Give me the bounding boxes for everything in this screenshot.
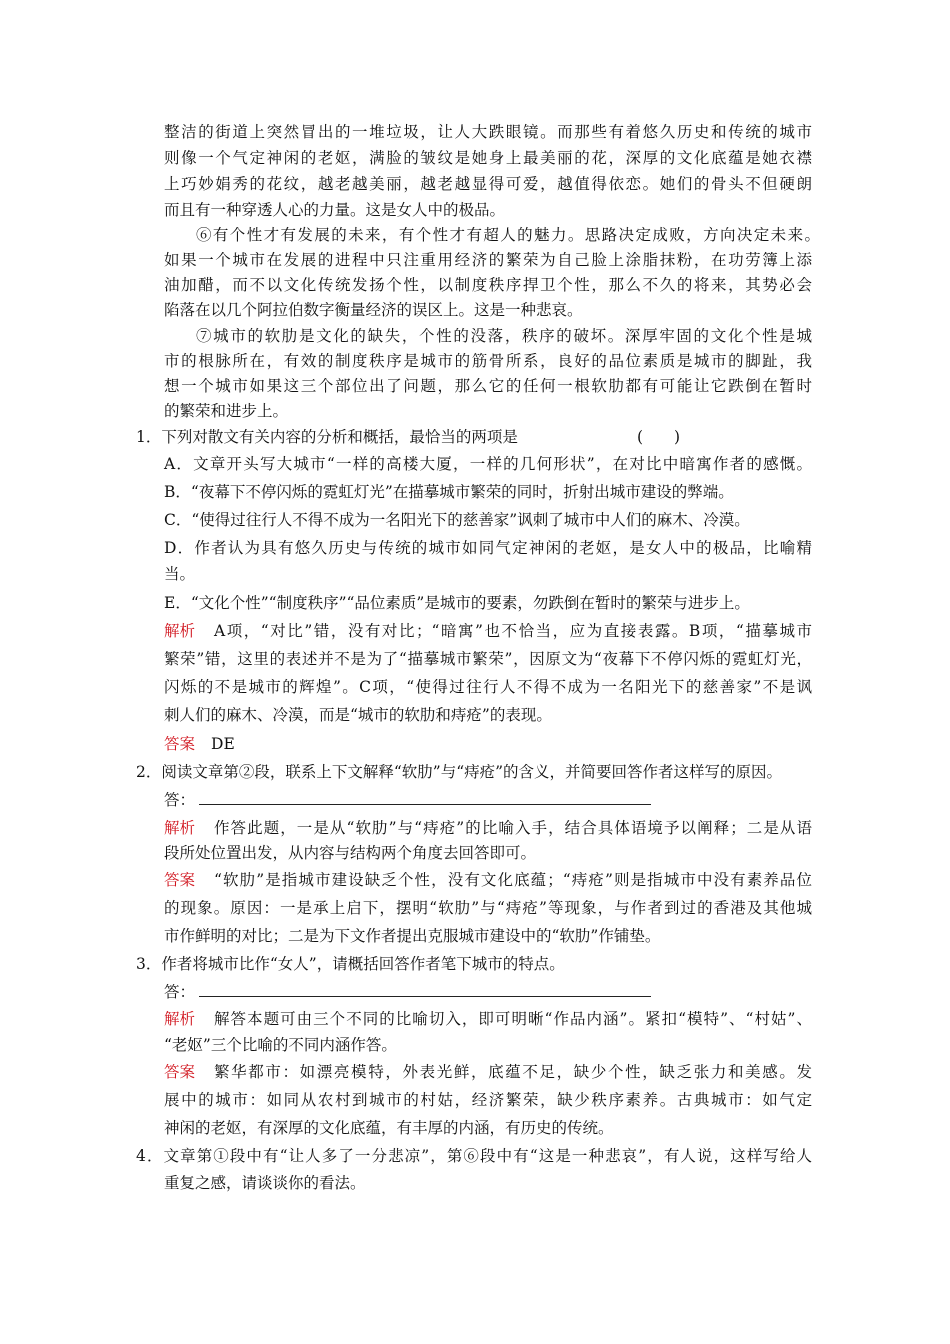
option-c: C．“使得过往行人不得不成为一名阳光下的慈善家”讽刺了城市中人们的麻木、冷漠。 xyxy=(164,511,750,529)
analysis-row xyxy=(164,1008,195,1030)
passage-line: 想一个城市如果这三个部位出了问题，那么它的任何一根软肋都有可能让它跌倒在暂时 xyxy=(164,377,812,395)
answer-line: 繁华都市：如漂亮模特，外表光鲜，底蕴不足，缺少个性，缺乏张力和美感。发 xyxy=(214,1063,812,1081)
passage-line: ⑥有个性才有发展的未来，有个性才有超人的魅力。思路决定成败，方向决定未来。 xyxy=(196,226,820,244)
passage-line: 油加醋，而不以文化传统发扬个性，以制度秩序捍卫个性，那么不久的将来，其势必会 xyxy=(164,276,812,294)
question-2-stem: 2．阅读文章第②段，联系上下文解释“软肋”与“痔疮”的含义，并简要回答作者这样写的原因。 xyxy=(136,763,783,781)
answer-blank-row xyxy=(164,981,651,1003)
option-a: A．文章开头写大城市“一样的高楼大厦，一样的几何形状”，在对比中暗寓作者的感慨。 xyxy=(164,455,812,473)
answer-blank-line[interactable] xyxy=(199,981,651,997)
question-3-stem: 3．作者将城市比作“女人”，请概括回答作者笔下城市的特点。 xyxy=(136,955,565,973)
passage-line: 则像一个气定神闲的老妪，满脸的皱纹是她身上最美丽的花，深厚的文化底蕴是她衣襟 xyxy=(164,149,812,167)
analysis-line: “老妪”三个比喻的不同内涵作答。 xyxy=(164,1036,397,1054)
passage-line: 而且有一种穿透人心的力量。这是女人中的极品。 xyxy=(164,201,506,219)
answer-label: 答案 xyxy=(164,871,196,889)
analysis-line: 解答本题可由三个不同的比喻切入，即可明晰“作品内涵”。紧扣“模特”、“村姑”、 xyxy=(214,1010,812,1028)
passage-line: 市的根脉所在，有效的制度秩序是城市的筋骨所系，良好的品位素质是城市的脚趾，我 xyxy=(164,352,812,370)
analysis-line: 闪烁的不是城市的辉煌”。C项，“使得过往行人不得不成为一名阳光下的慈善家”不是讽 xyxy=(164,678,812,696)
answer-line: 市作鲜明的对比；二是为下文作者提出克服城市建设中的“软肋”作铺垫。 xyxy=(164,927,661,945)
analysis-line: 作答此题，一是从“软肋”与“痔疮”的比喻入手，结合具体语境予以阐释；二是从语 xyxy=(214,819,812,837)
answer-row xyxy=(164,733,235,755)
answer-prompt: 答： xyxy=(164,791,196,809)
answer-row xyxy=(164,869,195,891)
analysis-line: A项，“对比”错，没有对比；“暗寓”也不恰当，应为直接表露。B项，“描摹城市 xyxy=(214,622,812,640)
answer-value: DE xyxy=(211,735,235,753)
analysis-line: 刺人们的麻木、冷漠，而是“城市的软肋和痔疮”的表现。 xyxy=(164,706,552,724)
passage-line: 上巧妙娟秀的花纹，越老越美丽，越老越显得可爱，越值得依恋。她们的骨头不但硬朗 xyxy=(164,175,812,193)
answer-label: 答案 xyxy=(164,1063,196,1081)
passage-line: 如果一个城市在发展的进程中只注重用经济的繁荣为自己脸上涂脂抹粉，在功劳簿上添 xyxy=(164,251,812,269)
answer-line: 神闲的老妪，有深厚的文化底蕴，有丰厚的内涵，有历史的传统。 xyxy=(164,1119,614,1137)
analysis-label: 解析 xyxy=(164,622,196,640)
passage-line: ⑦城市的软肋是文化的缺失，个性的没落，秩序的破坏。深厚牢固的文化个性是城 xyxy=(196,327,812,345)
answer-line: 展中的城市：如同从农村到城市的村姑，经济繁荣，缺少秩序素养。古典城市：如气定 xyxy=(164,1091,812,1109)
answer-label: 答案 xyxy=(164,735,196,753)
option-e: E．“文化个性”“制度秩序”“品位素质”是城市的要素，勿跌倒在暂时的繁荣与进步上。 xyxy=(164,594,750,612)
answer-row xyxy=(164,1061,195,1083)
question-1-stem: 1．下列对散文有关内容的分析和概括，最恰当的两项是 xyxy=(136,428,518,446)
answer-line: “软肋”是指城市建设缺乏个性，没有文化底蕴；“痔疮”则是指城市中没有素养品位 xyxy=(214,871,812,889)
question-4-stem-cont: 重复之感，请谈谈你的看法。 xyxy=(164,1174,366,1192)
passage-line: 陷落在以几个阿拉伯数字衡量经济的误区上。这是一种悲哀。 xyxy=(164,301,583,319)
answer-blank-row xyxy=(164,789,651,811)
analysis-line: 繁荣”错，这里的表述并不是为了“描摹城市繁荣”，因原文为“夜幕下不停闪烁的霓虹灯光， xyxy=(164,650,812,668)
answer-line: 的现象。原因：一是承上启下，摆明“软肋”与“痔疮”等现象，与作者到过的香港及其他城 xyxy=(164,899,812,917)
question-4-stem: 4．文章第①段中有“让人多了一分悲凉”，第⑥段中有“这是一种悲哀”，有人说，这样写给人 xyxy=(136,1147,812,1165)
analysis-label: 解析 xyxy=(164,1010,196,1028)
answer-paren: ( ) xyxy=(637,428,681,446)
passage-line: 整洁的街道上突然冒出的一堆垃圾，让人大跌眼镜。而那些有着悠久历史和传统的城市 xyxy=(164,123,812,141)
answer-blank-line[interactable] xyxy=(199,789,651,805)
option-d-cont: 当。 xyxy=(164,565,196,583)
answer-prompt: 答： xyxy=(164,983,196,1001)
analysis-row xyxy=(164,817,195,839)
option-d: D．作者认为具有悠久历史与传统的城市如同气定神闲的老妪，是女人中的极品，比喻精 xyxy=(164,539,812,557)
option-b: B．“夜幕下不停闪烁的霓虹灯光”在描摹城市繁荣的同时，折射出城市建设的弊端。 xyxy=(164,483,734,501)
analysis-label: 解析 xyxy=(164,819,196,837)
passage-line: 的繁荣和进步上。 xyxy=(164,402,289,420)
analysis-line: 段所处位置出发，从内容与结构两个角度去回答即可。 xyxy=(164,844,537,862)
